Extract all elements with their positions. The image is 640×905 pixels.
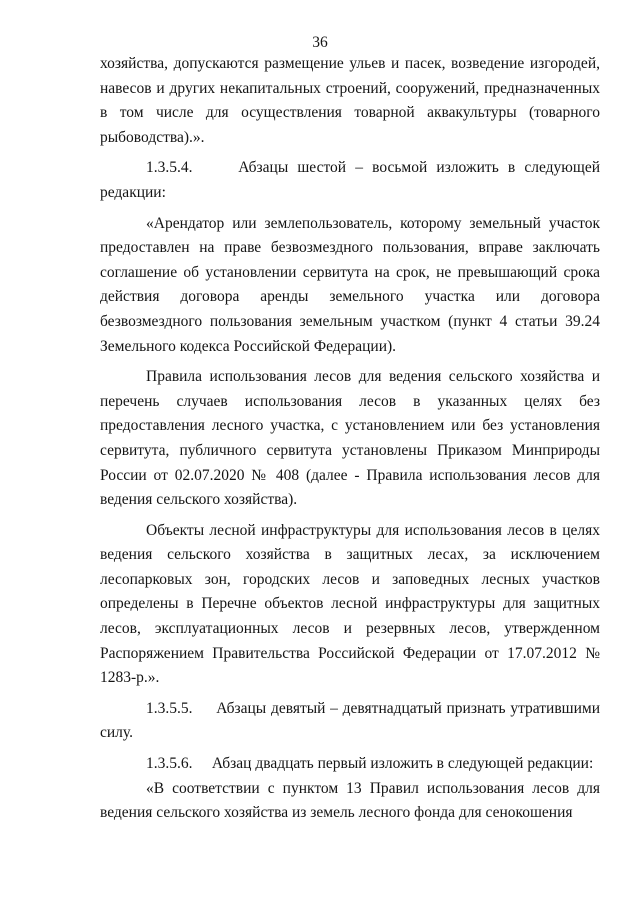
paragraph-item-1-3-5-6: 1.3.5.6. Абзац двадцать первый изложить в следующей редакции: — [146, 755, 594, 773]
paragraph-quote-haymaking: «В соответствии с пунктом 13 Правил использования лесов для ведения сельского хозяйства из земель лесного фонда для сенокошения — [100, 779, 600, 822]
paragraph-forest-rules: Правила использования лесов для ведения сельского хозяйства и перечень случаев использования лесов в указанных целях без предоставления лесного участка, с установлением или без установления сервитута, публичного сервитута установлены Приказом Минприроды России от 02.07.2020 № 408 (далее - Правила использования лесов для ведения сельского хозяйства). — [100, 368, 600, 509]
paragraph-quote-lessee: «Арендатор или землепользователь, которому земельный участок предоставлен на праве безвозмездного пользования, вправе заключать соглашение об установлении сервитута на срок, не превышающий срока действия договора аренды земельного участка или договора безвозмездного пользования земельным участком (пункт 4 статьи 39.24 Земельного кодекса Российской Федерации). — [100, 214, 600, 355]
paragraph-item-1-3-5-4: 1.3.5.4. Абзацы шестой – восьмой изложить в следующей редакции: — [100, 159, 600, 201]
page-number: 36 — [312, 34, 328, 51]
paragraph-item-1-3-5-5: 1.3.5.5. Абзацы девятый – девятнадцатый признать утратившими силу. — [100, 699, 600, 742]
paragraph-forest-infrastructure: Объекты лесной инфраструктуры для использования лесов в целях ведения сельского хозяйства в защитных лесах, за исключением лесопарковых зон, городских лесов и заповедных лесных участков определены в Перечне объектов лесной инфраструктуры для защитных лесов, эксплуатационных лесов и резервных лесов, утвержденном Распоряжением Правительства Российской Федерации от 17.07.2012 № 1283-р.». — [100, 521, 600, 687]
paragraph-continuation: хозяйства, допускаются размещение ульев и пасек, возведение изгородей, навесов и других некапитальных строений, сооружений, предназначенных в том числе для осуществления товарной аквакультуры (товарного рыбоводства).». — [100, 55, 600, 146]
document-body — [100, 52, 600, 826]
